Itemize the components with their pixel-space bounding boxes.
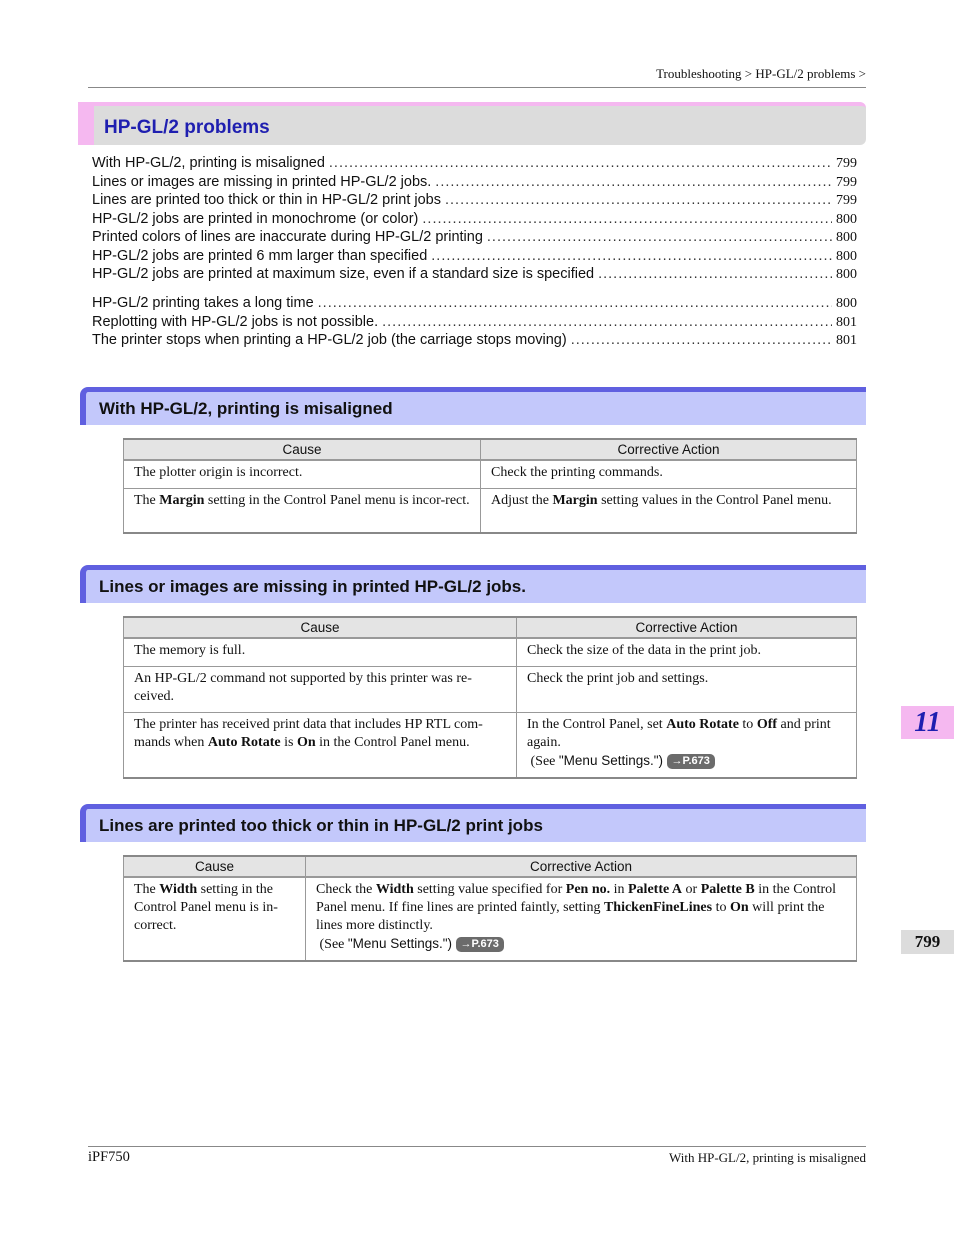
action-cell: Check the size of the data in the print job. [517,638,857,667]
toc-item-label: HP-GL/2 printing takes a long time [92,295,314,311]
table-header-row [124,439,857,460]
toc-item-page: 800 [836,230,857,245]
toc-item-page: 800 [836,211,857,227]
action-cell: Check the Width setting value specified for Pen no. in Palette A or Palette B in the Control Panel menu. If fine lines are printed faintly, setting ThickenFineLines to On will print the lines more distinctly. (See "Menu Settings.") →P.673 [306,877,857,961]
toc-leader [571,332,832,348]
page-title: HP-GL/2 problems [104,117,270,138]
toc-item[interactable] [92,174,857,193]
page-ref-badge[interactable]: →P.673 [667,754,715,769]
menu-settings-link[interactable]: "Menu Settings.") [347,936,453,951]
toc-item-page: 799 [836,156,857,171]
column-header-action: Corrective Action [517,617,857,638]
toc-group-2 [92,295,857,351]
section-title: With HP-GL/2, printing is misaligned [99,399,393,418]
table-row [124,489,857,533]
toc-item-label: The printer stops when printing a HP-GL/2 job (the carriage stops moving) [92,332,567,348]
toc-item[interactable] [92,248,857,267]
toc-item-label: HP-GL/2 jobs are printed at maximum size, even if a standard size is specified [92,266,595,282]
chapter-tab[interactable]: 11 [901,706,954,739]
footer-product: iPF750 [88,1149,130,1165]
toc-item[interactable] [92,295,857,314]
table-row [124,638,857,667]
section-heading-thickness [80,804,866,842]
header-divider [88,87,866,88]
toc-group-1 [92,155,857,285]
column-header-action: Corrective Action [306,856,857,877]
breadcrumb: Troubleshooting > HP-GL/2 problems > [656,66,866,81]
table-missing [123,616,857,779]
cause-cell: The memory is full. [124,638,517,667]
toc-item-page: 800 [836,248,857,264]
action-cell: Check the print job and settings. [517,667,857,713]
toc-item-label: Lines are printed too thick or thin in HP-GL/2 print jobs [92,192,441,208]
cause-cell: The Width setting in the Control Panel menu is in-correct. [124,877,306,961]
toc-item-page: 801 [836,314,857,330]
toc-leader [487,229,832,245]
toc-leader [598,266,832,282]
page-ref-badge[interactable]: →P.673 [456,937,504,952]
table-header-row [124,617,857,638]
table-row [124,667,857,713]
toc-item-page: 800 [836,296,857,311]
toc-leader [422,211,832,227]
see-also-text: (See [319,937,348,952]
toc-leader [445,192,832,208]
toc-item-label: Replotting with HP-GL/2 jobs is not possible. [92,313,379,330]
table-row [124,460,857,489]
toc-item[interactable] [92,332,857,351]
cause-cell: The Margin setting in the Control Panel menu is incor-rect. [124,489,481,533]
table-row [124,877,857,961]
toc-item-page: 799 [836,174,857,190]
toc-item[interactable] [92,192,857,211]
footer-divider [88,1146,866,1147]
toc-item[interactable] [92,229,857,248]
toc-leader [382,314,832,330]
main-title-band [78,102,866,145]
toc-leader [431,248,832,264]
action-cell: Check the printing commands. [481,460,857,489]
section-heading-missing [80,565,866,603]
cause-cell: The printer has received print data that includes HP RTL com-mands when Auto Rotate is On in the Control Panel menu. [124,713,517,779]
toc-leader [329,155,832,171]
toc-leader [318,295,832,311]
section-heading-misaligned [80,387,866,425]
column-header-cause: Cause [124,617,517,638]
toc-item[interactable] [92,314,857,333]
toc-item[interactable] [92,211,857,230]
column-header-cause: Cause [124,856,306,877]
toc-leader [435,174,832,190]
see-also-text: (See [530,754,559,769]
toc-item-label: Printed colors of lines are inaccurate during HP-GL/2 printing [92,229,483,245]
action-cell: In the Control Panel, set Auto Rotate to Off and print again. (See "Menu Settings.") →P.673 [517,713,857,779]
footer-section: With HP-GL/2, printing is misaligned [669,1150,866,1165]
toc-item-label: HP-GL/2 jobs are printed 6 mm larger than specified [92,247,428,264]
page-number: 799 [901,930,954,954]
table-row [124,713,857,779]
cause-cell: An HP-GL/2 command not supported by this printer was re-ceived. [124,667,517,713]
cause-cell: The plotter origin is incorrect. [124,460,481,489]
section-title: Lines or images are missing in printed HP-GL/2 jobs. [99,577,526,596]
table-header-row [124,856,857,877]
toc-item-page: 801 [836,333,857,348]
toc-item-label: Lines or images are missing in printed HP-GL/2 jobs. [92,173,432,190]
column-header-cause: Cause [124,439,481,460]
section-title: Lines are printed too thick or thin in HP-GL/2 print jobs [99,816,543,835]
toc-item-label: HP-GL/2 jobs are printed in monochrome (or color) [92,210,419,227]
table-thickness [123,855,857,962]
toc-item-label: With HP-GL/2, printing is misaligned [92,155,325,171]
toc-item-page: 799 [836,193,857,208]
column-header-action: Corrective Action [481,439,857,460]
toc-item[interactable] [92,155,857,174]
toc-item[interactable] [92,266,857,285]
action-cell: Adjust the Margin setting values in the Control Panel menu. [481,489,857,533]
toc-item-page: 800 [836,267,857,282]
table-misaligned [123,438,857,534]
menu-settings-link[interactable]: "Menu Settings.") [558,753,664,768]
